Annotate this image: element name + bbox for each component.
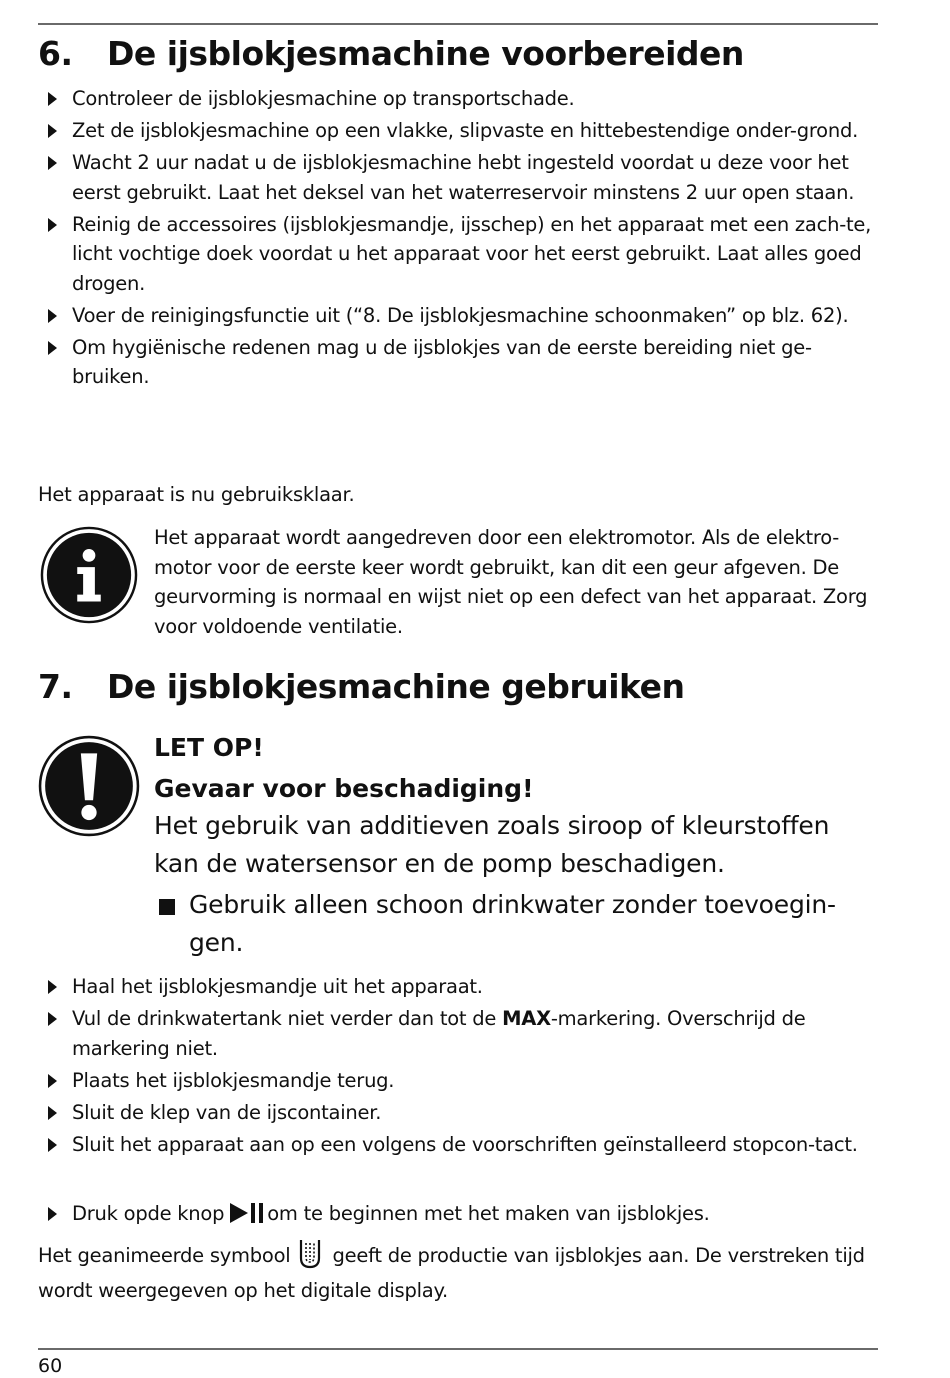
section-6-title: De ijsblokjesmachine voorbereiden — [107, 34, 744, 73]
bottom-rule — [38, 1348, 878, 1350]
bullet-arrow-icon — [48, 156, 57, 170]
bullet-arrow-icon — [48, 1012, 57, 1026]
list-item: Druk opde knop om te beginnen met het maken van ijsblokjes. — [38, 1199, 878, 1229]
bullet-arrow-icon — [48, 1074, 57, 1088]
warning-body: Het gebruik van additieven zoals siroop of kleurstoffen kan de watersensor en de pomp beschadigen. — [154, 811, 830, 878]
ready-statement: Het apparaat is nu gebruiksklaar. — [38, 483, 355, 506]
list-item: Sluit het apparaat aan op een volgens de voorschriften geïnstalleerd stopcon-tact. — [38, 1130, 878, 1160]
info-icon — [40, 526, 138, 624]
list-item: Controleer de ijsblokjesmachine op transportschade. — [38, 84, 878, 114]
list-item: Voer de reinigingsfunctie uit (“8. De ijsblokjesmachine schoonmaken” op blz. 62). — [38, 301, 878, 331]
page-number: 60 — [38, 1355, 63, 1377]
list-item: Om hygiënische redenen mag u de ijsblokjes van de eerste bereiding niet ge-bruiken. — [38, 333, 878, 392]
section-6-list — [38, 84, 878, 394]
list-item: Haal het ijsblokjesmandje uit het apparaat. — [38, 972, 878, 1002]
bullet-arrow-icon — [48, 309, 57, 323]
warning-instruction: Gebruik alleen schoon drinkwater zonder toevoegin-gen. — [154, 886, 878, 962]
bullet-arrow-icon — [48, 1138, 57, 1152]
section-7-heading — [38, 667, 684, 707]
section-7-title: De ijsblokjesmachine gebruiken — [107, 667, 685, 706]
bullet-arrow-icon — [48, 980, 57, 994]
section-7-list — [38, 972, 878, 1162]
list-item: Vul de drinkwatertank niet verder dan tot de MAX-markering. Overschrijd de markering niet. — [38, 1004, 878, 1063]
list-item: Plaats het ijsblokjesmandje terug. — [38, 1066, 878, 1096]
section-7-number: 7. — [38, 667, 73, 706]
section-7-start-step — [38, 1199, 878, 1231]
list-item: Reinig de accessoires (ijsblokjesmandje, ijsschep) en het apparaat met een zach-te, licht vochtige doek voordat u het apparaat voor het eerst gebruikt. Laat alles goed drogen. — [38, 210, 878, 299]
bullet-arrow-icon — [48, 1207, 57, 1221]
info-note — [38, 523, 878, 643]
bullet-arrow-icon — [48, 124, 57, 138]
section-6-number: 6. — [38, 34, 73, 73]
info-text: Het apparaat wordt aangedreven door een elektromotor. Als de elektro-motor voor de eerste keer wordt gebruikt, kan dit een geur afgeven. De geurvorming is normaal en wijst niet op een defect van het apparaat. Zorg voor voldoende ventilatie. — [154, 526, 868, 638]
pause-icon — [251, 1203, 263, 1223]
list-item: Wacht 2 uur nadat u de ijsblokjesmachine hebt ingesteld voordat u deze voor het eerst gebruikt. Laat het deksel van het waterreservoir minstens 2 uur open staan. — [38, 148, 878, 207]
ice-animation-icon — [298, 1238, 322, 1270]
bullet-arrow-icon — [48, 218, 57, 232]
bullet-arrow-icon — [48, 1106, 57, 1120]
max-marking-label: MAX — [502, 1007, 551, 1030]
bullet-arrow-icon — [48, 92, 57, 106]
square-bullet-icon — [159, 899, 175, 915]
section-6-heading — [38, 34, 744, 74]
top-rule — [38, 23, 878, 25]
warning-title: LET OP! — [154, 733, 264, 762]
play-icon — [230, 1203, 248, 1223]
list-item: Zet de ijsblokjesmachine op een vlakke, slipvaste en hittebestendige onder-grond. — [38, 116, 878, 146]
warning-subtitle: Gevaar voor beschadiging! — [154, 774, 534, 803]
exclamation-icon — [38, 735, 140, 837]
closing-paragraph: Het geanimeerde symbool geeft de productie van ijsblokjes aan. De verstreken tijd wordt weergegeven op het digitale display. — [38, 1238, 878, 1308]
list-item: Sluit de klep van de ijscontainer. — [38, 1098, 878, 1128]
bullet-arrow-icon — [48, 341, 57, 355]
